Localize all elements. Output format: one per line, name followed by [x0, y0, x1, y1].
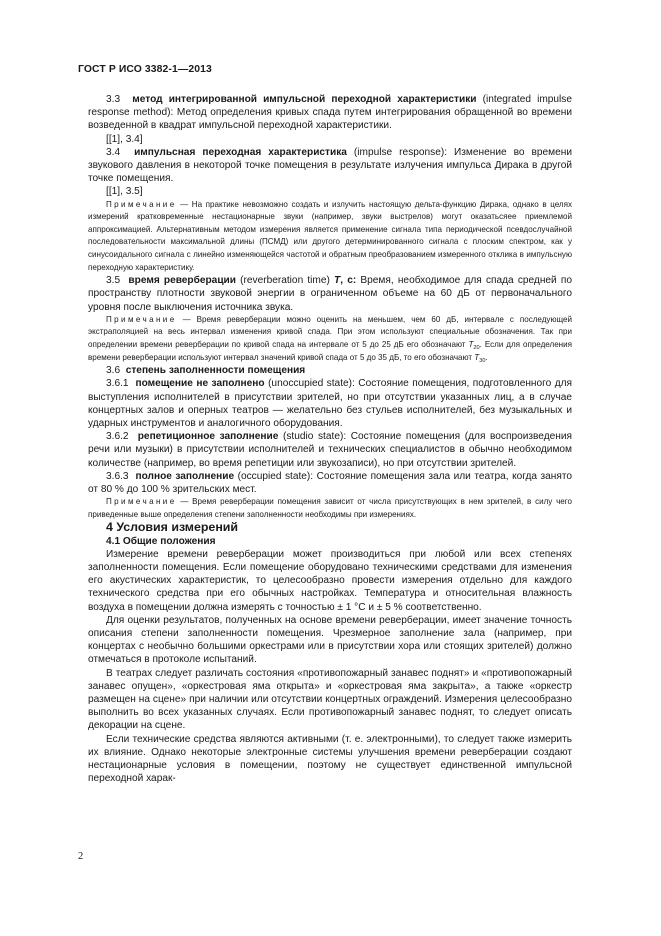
clause-number: 3.4 — [106, 146, 121, 158]
page-number: 2 — [78, 851, 84, 862]
clause-number: 3.6.3 — [106, 470, 129, 482]
note-label: Примечание — [106, 199, 177, 209]
note-text: — Время реверберации помещения зависит от числа присутствующих в нем зрителей, в силу чего приведенные выше определения степени заполненности необходимы при измерениях. — [88, 497, 572, 519]
term-impulse-response: импульсная переходная характеристика — [134, 146, 347, 158]
term-occupied-state: полное заполнение — [135, 470, 235, 482]
term-english: (reverberation time) — [236, 275, 335, 287]
note-text: — Время реверберации можно оценить на меньшем, чем 60 дБ, интервале с последующей экстраполяцией на весь интервал изменения кривой спада. При этом используют специальные обозначения. Так при определении времени реверберации по кривой спада на интервале от 5 до 25 дБ его обозначают — [88, 314, 572, 349]
clause-number: 3.6.1 — [106, 378, 129, 390]
note-text-cont: . Если для определения времени реверберации используют интервал значений кривой спада от 5 до 35 дБ, то его обозначают — [88, 339, 572, 362]
definition-3-4 — [88, 146, 572, 186]
paragraph: Измерение времени реверберации может производиться при любой или всех степенях заполненности помещения. Если помещение оборудовано техническими средствами для изменения его акустических характеристик, то целесообразно провести измерения отдельно для каждого технического средства при его обычных настройках. Температура и относительная влажность воздуха в помещении должна измерять с точностью ± 1 °С и ± 5 % соответственно. — [88, 548, 572, 613]
paragraph: Если технические средства являются активными (т. е. электронными), то следует также измерить их влияние. Однако некоторые электронные системы улучшения времени реверберации создают нестационарные условия в помещении, поэтому не существует единственной импульсной переходной харак- — [88, 733, 572, 785]
definition-text: (occupied state): Состояние помещения зала или театра, когда занято от 80 % до 100 % зрительских мест. — [88, 470, 572, 495]
symbol-t20: T — [468, 339, 474, 349]
reference-3-3: [[1], 3.4] — [106, 133, 143, 145]
note-text-end: . — [485, 352, 488, 362]
clause-number: 3.6.2 — [106, 431, 129, 443]
symbol-t30: T — [474, 352, 480, 362]
clause-number: 3.3 — [106, 94, 121, 105]
paragraph: В театрах следует различать состояния «противопожарный занавес поднят» и «противопожарный занавес опущен», «оркестровая яма открыта» и «оркестровая яма закрыта», а также «оркестр размещен на сцене» при наличии или отсутствии концертных ограждений. Измерения целесообразно выполнить во всех указанных случаях. Если противопожарный занавес поднят, то следует описать декорации на сцене. — [88, 667, 572, 732]
note-occupancy — [88, 496, 572, 521]
clause-number: 3.6 — [106, 365, 121, 377]
page-content — [88, 93, 572, 785]
note-impulse — [88, 199, 572, 275]
definition-text: Время, необходимое для спада средней по пространству плотности звуковой энергии в ограниченном объеме на 60 дБ от первоначального уровня после выключения источника звука. — [88, 275, 572, 313]
term-integrated-impulse-response-method: метод интегрированной импульсной переходной характеристики — [132, 94, 477, 105]
note-label: Примечание — [106, 314, 177, 324]
subscript-30: 30 — [479, 357, 486, 364]
definition-text: (integrated impulse response method): Метод определения кривых спада путем интегрирования обращенной во времени возведенной в квадрат импульсной переходной характеристики. — [88, 94, 573, 132]
note-label: Примечание — [106, 497, 177, 507]
definition-3-5 — [88, 274, 572, 314]
subscript-20: 20 — [473, 344, 480, 351]
clause-number: 3.5 — [106, 275, 121, 287]
section-heading-4: 4 Условия измерений — [106, 520, 239, 535]
note-text: — На практике невозможно создать и излучить настоящую дельта-функцию Дирака, однако в целях измерений кратковременные нестационарные звуки (например, звуки выстрелов) могут оказатьсяее приемлемой аппроксимацией. Альтернативным методом измерения является применение сигнала типа периодической псевдослучайной последовательности максимальной длины (ПСМД) или другого детерминированного сигнала с плоским спектром, как у синусоидального сигнала с линейно изменяющейся частотой и обратным преобразованием измеренного отклика в импульсную переходную характеристику. — [88, 199, 572, 272]
term-unoccupied-state: помещение не заполнено — [135, 378, 265, 390]
definition-text: (unoccupied state): Состояние помещения, подготовленного для выступления исполнителей в присутствии зрителей, но при отсутствии указанных лиц, а в случае концертных залов и оперных театров — желательно без стульев исполнителей, без музыкальных и ударных инструментов и аналогичного оборудования. — [88, 378, 572, 429]
definition-3-6-2 — [88, 430, 572, 470]
reference-3-4: [[1], 3.5] — [106, 186, 143, 198]
definition-3-6-3 — [88, 470, 572, 496]
paragraph: Для оценки результатов, полученных на основе времени реверберации, имеет значение точность описания степени заполненности помещения. Чрезмерное заполнение зала (например, при концертах с необычно большими оркестрами или в присутствии хора или стоящих зрителей) должно отмечаться в протоколе испытаний. — [88, 614, 572, 666]
term-studio-state: репетиционное заполнение — [137, 431, 279, 443]
note-reverberation — [88, 314, 572, 364]
definition-3-6-1 — [88, 377, 572, 430]
definition-3-6 — [88, 364, 572, 377]
term-reverberation-time: время реверберации — [128, 275, 236, 287]
definition-text: (studio state): Состояние помещения (для воспроизведения речи или музыки) в присутствии исполнителей и технических специалистов в обычно необходимом количестве (например, во время репетиции или звукозаписи), но при отсутствии зрителей. — [88, 431, 572, 469]
definition-3-3 — [88, 93, 572, 133]
subsection-heading-4-1: 4.1 Общие положения — [106, 535, 216, 547]
symbol-unit: , с: — [340, 275, 357, 287]
definition-text: (impulse response): Изменение во времени звукового давления в некоторой точке помещения в результате излучения импульса Дирака в другой точке помещения. — [88, 146, 572, 185]
symbol-t: T — [334, 275, 341, 287]
term-occupancy-state: степень заполненности помещения — [125, 365, 306, 377]
standard-header: ГОСТ Р ИСО 3382-1—2013 — [78, 64, 212, 75]
